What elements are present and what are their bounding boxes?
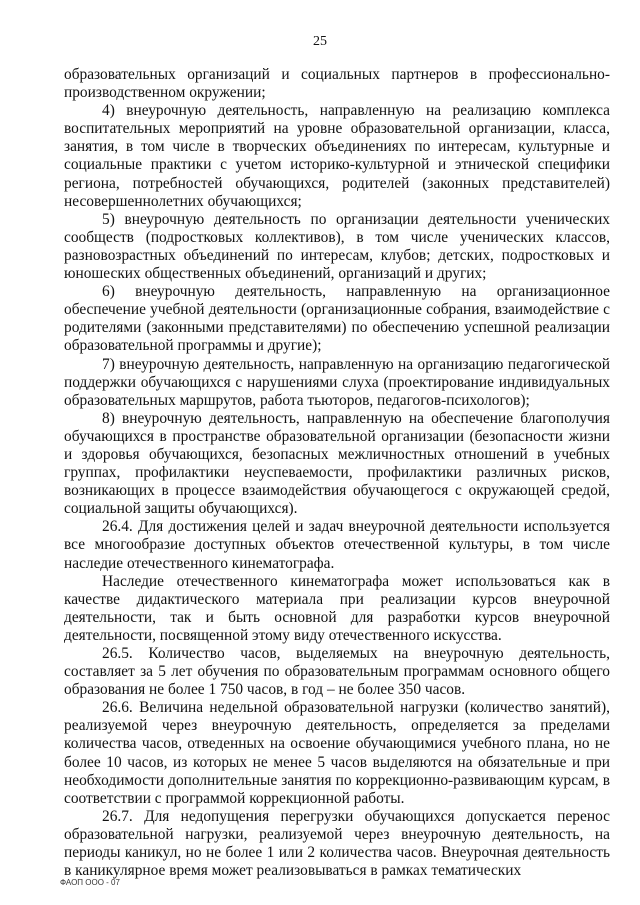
paragraph-item-5: 5) внеурочную деятельность по организации деятельности ученических сообществ (подростковых коллективов), в том числе ученических классов, разновозрастных объединений по интересам, клубов; детских, подростковых и юношеских общественных объединений, организаций и других;	[64, 210, 610, 283]
document-body	[64, 66, 610, 880]
paragraph-item-7: 7) внеурочную деятельность, направленную на организацию педагогической поддержки обучающихся с нарушениями слуха (проектирование индивидуальных образовательных маршрутов, работа тьюторов, педагогов-психологов);	[64, 355, 610, 409]
paragraph-continuation: образовательных организаций и социальных партнеров в профессионально-производственном окружении;	[64, 66, 610, 102]
paragraph-26-4: 26.4. Для достижения целей и задач внеурочной деятельности используется все многообразие доступных объектов отечественной культуры, в том числе наследие отечественного кинематографа.	[64, 518, 610, 572]
paragraph-item-6: 6) внеурочную деятельность, направленную на организационное обеспечение учебной деятельности (организационные собрания, взаимодействие с родителями (законными представителями) по обеспечению успешной реализации образовательной программы и другие);	[64, 283, 610, 355]
page-number: 25	[313, 34, 327, 49]
paragraph-26-6: 26.6. Величина недельной образовательной нагрузки (количество занятий), реализуемой через внеурочную деятельность, определяется за пределами количества часов, отведенных на освоение обучающимися учебного плана, но не более 10 часов, из которых не менее 5 часов выделяются на обязательные и при необходимости дополнительные занятия по коррекционно-развивающим курсам, в соответствии с программой коррекционной работы.	[64, 699, 610, 807]
paragraph-item-8: 8) внеурочную деятельность, направленную на обеспечение благополучия обучающихся в пространстве образовательной организации (безопасности жизни и здоровья обучающихся, безопасных межличностных отношений в учебных группах, профилактики неуспеваемости, профилактики различных рисков, возникающих в процессе взаимодействия обучающегося с окружающей средой, социальной защиты обучающихся).	[64, 409, 610, 518]
paragraph-26-7: 26.7. Для недопущения перегрузки обучающихся допускается перенос образовательной нагрузки, реализуемой через внеурочную деятельность, на периоды каникул, но не более 1 или 2 количества часов. Внеурочная деятельность в каникулярное время может реализовываться в рамках тематических	[64, 807, 610, 880]
paragraph-cinema-heritage: Наследие отечественного кинематографа может использоваться как в качестве дидактического материала при реализации курсов внеурочной деятельности, так и быть основной для разработки курсов внеурочной деятельности, посвященной этому виду отечественного искусства.	[64, 572, 610, 644]
paragraph-26-5: 26.5. Количество часов, выделяемых на внеурочную деятельность, составляет за 5 лет обучения по образовательным программам основного общего образования не более 1 750 часов, в год – не более 350 часов.	[64, 645, 610, 699]
footer-code: ФАОП ООО - 07	[60, 878, 120, 887]
paragraph-item-4: 4) внеурочную деятельность, направленную на реализацию комплекса воспитательных мероприятий на уровне образовательной организации, класса, занятия, в том числе в творческих объединениях по интересам, культурные и социальные практики с учетом историко-культурной и этнической специфики региона, потребностей обучающихся, родителей (законных представителей) несовершеннолетних обучающихся;	[64, 102, 610, 210]
